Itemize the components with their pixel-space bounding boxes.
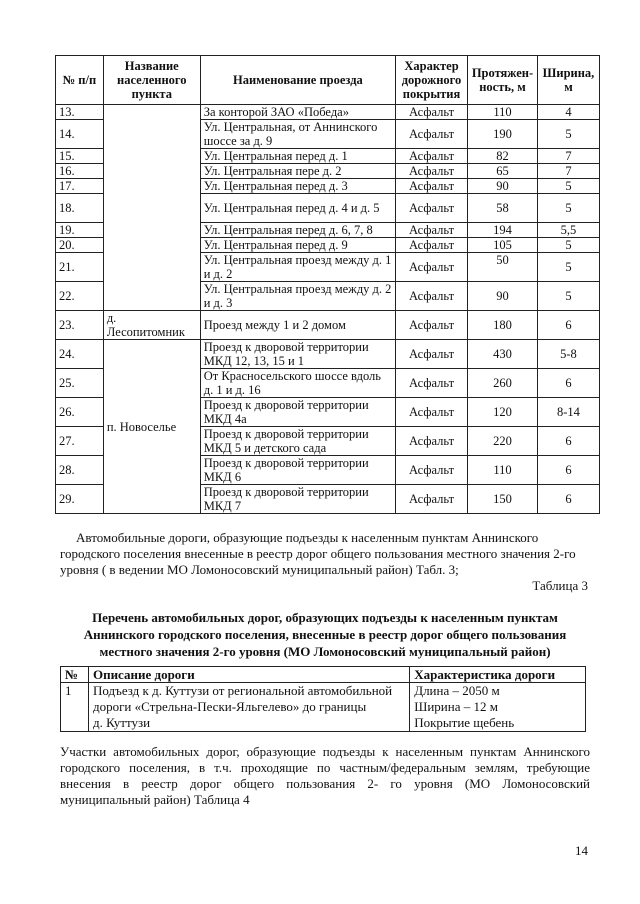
row-width: 6 <box>537 427 599 456</box>
row-width: 6 <box>537 485 599 514</box>
row-description <box>88 683 409 732</box>
table-row <box>56 311 600 340</box>
table3-label: Таблица 3 <box>532 578 588 593</box>
row-length: 90 <box>467 282 537 311</box>
table-row <box>56 105 600 120</box>
row-num: 1 <box>61 683 89 732</box>
row-cover: Асфальт <box>396 340 468 369</box>
row-road-name: Ул. Центральная проезд между д. 2 и д. 3 <box>200 282 395 311</box>
row-length: 82 <box>467 149 537 164</box>
header-description: Описание дороги <box>88 667 409 683</box>
roads-table <box>55 55 600 514</box>
table-row <box>56 340 600 369</box>
table3-title: Перечень автомобильных дорог, образующих подъезды к населенным пунктам Аннинского городского поселения, внесенные в реестр дорог общего пользования местного значения 2-го уровня (МО Ломоносовский муниципальный район) <box>83 610 567 659</box>
row-cover: Асфальт <box>396 456 468 485</box>
row-length: 120 <box>467 398 537 427</box>
row-cover: Асфальт <box>396 398 468 427</box>
row-road-name: Ул. Центральная пере д. 2 <box>200 164 395 179</box>
row-cover: Асфальт <box>396 485 468 514</box>
row-width: 5 <box>537 253 599 282</box>
row-width: 5-8 <box>537 340 599 369</box>
row-cover: Асфальт <box>396 179 468 194</box>
table-header-row <box>56 56 600 105</box>
description-line: д. Куттузи <box>92 715 151 730</box>
paragraph-text: Автомобильные дороги, образующие подъезды к населенным пунктам Аннинского городского поселения внесенные в реестр дорог общего пользования местного значения 2-го уровня ( в ведении МО Ломоносовский муниципальный район) Табл. 3; <box>60 530 576 577</box>
row-width: 5 <box>537 179 599 194</box>
row-road-name: Ул. Центральная проезд между д. 1 и д. 2 <box>200 253 395 282</box>
row-road-name: Проезд к дворовой территории МКД 12, 13, 15 и 1 <box>200 340 395 369</box>
row-road-name: Ул. Центральная перед д. 3 <box>200 179 395 194</box>
row-length: 260 <box>467 369 537 398</box>
header-settlement: Название населенного пункта <box>103 56 200 105</box>
row-cover: Асфальт <box>396 105 468 120</box>
row-num: 24. <box>56 340 104 369</box>
row-num: 17. <box>56 179 104 194</box>
row-num: 23. <box>56 311 104 340</box>
paragraph-table4-intro: Участки автомобильных дорог, образующие подъезды к населенным пунктам Аннинского городского поселения, в т.ч. проходящие по частным/федеральным землям, требующие внесения в реестр дорог общего пользования 2- го уровня (МО Ломоносовский муниципальный район) Таблица 4 <box>60 744 590 807</box>
table-header-row <box>61 667 586 683</box>
row-length: 58 <box>467 194 537 223</box>
row-characteristics <box>410 683 586 732</box>
row-road-name: Проезд к дворовой территории МКД 5 и детского сада <box>200 427 395 456</box>
row-settlement: д. Лесопитомник <box>103 311 200 340</box>
description-line: дороги «Стрельна-Пески-Яльгелево» до границы <box>92 699 367 714</box>
row-num: 18. <box>56 194 104 223</box>
page-number: 14 <box>575 843 588 858</box>
row-width: 5 <box>537 282 599 311</box>
row-cover: Асфальт <box>396 282 468 311</box>
row-num: 27. <box>56 427 104 456</box>
characteristic-width: Ширина – 12 м <box>414 699 498 714</box>
row-length: 430 <box>467 340 537 369</box>
header-road-name: Наименование проезда <box>200 56 395 105</box>
row-cover: Асфальт <box>396 120 468 149</box>
row-length: 180 <box>467 311 537 340</box>
row-length: 110 <box>467 456 537 485</box>
row-width: 4 <box>537 105 599 120</box>
row-num: 13. <box>56 105 104 120</box>
row-num: 25. <box>56 369 104 398</box>
row-cover: Асфальт <box>396 369 468 398</box>
row-length: 110 <box>467 105 537 120</box>
row-cover: Асфальт <box>396 164 468 179</box>
row-cover: Асфальт <box>396 253 468 282</box>
row-road-name: Проезд между 1 и 2 домом <box>200 311 395 340</box>
row-settlement-group: п. Новоселье <box>103 340 200 514</box>
row-cover: Асфальт <box>396 149 468 164</box>
characteristic-cover: Покрытие щебень <box>414 715 515 730</box>
row-road-name: Ул. Центральная перед д. 9 <box>200 238 395 253</box>
header-cover: Характер дорожного покрытия <box>396 56 468 105</box>
row-cover: Асфальт <box>396 223 468 238</box>
row-width: 5 <box>537 120 599 149</box>
row-num: 14. <box>56 120 104 149</box>
row-width: 6 <box>537 456 599 485</box>
row-length: 50 <box>467 253 537 282</box>
row-width: 8-14 <box>537 398 599 427</box>
row-width: 7 <box>537 164 599 179</box>
row-width: 5 <box>537 194 599 223</box>
paragraph-table3-intro <box>60 530 590 578</box>
row-length: 105 <box>467 238 537 253</box>
row-length: 65 <box>467 164 537 179</box>
row-road-name: Проезд к дворовой территории МКД 7 <box>200 485 395 514</box>
row-cover: Асфальт <box>396 238 468 253</box>
row-road-name: За конторой ЗАО «Победа» <box>200 105 395 120</box>
row-width: 5 <box>537 238 599 253</box>
row-road-name: Проезд к дворовой территории МКД 4а <box>200 398 395 427</box>
row-road-name: Ул. Центральная перед д. 6, 7, 8 <box>200 223 395 238</box>
row-road-name: Ул. Центральная перед д. 4 и д. 5 <box>200 194 395 223</box>
row-num: 16. <box>56 164 104 179</box>
row-width: 6 <box>537 369 599 398</box>
settlement-cell-empty <box>103 105 200 311</box>
row-width: 7 <box>537 149 599 164</box>
row-num: 26. <box>56 398 104 427</box>
row-length: 190 <box>467 120 537 149</box>
row-road-name: Ул. Центральная перед д. 1 <box>200 149 395 164</box>
row-num: 29. <box>56 485 104 514</box>
row-cover: Асфальт <box>396 427 468 456</box>
table-row <box>61 683 586 732</box>
approach-roads-table <box>60 666 586 732</box>
row-cover: Асфальт <box>396 194 468 223</box>
characteristic-length: Длина – 2050 м <box>414 683 500 698</box>
row-width: 5,5 <box>537 223 599 238</box>
row-width: 6 <box>537 311 599 340</box>
row-length: 150 <box>467 485 537 514</box>
header-num: № <box>61 667 89 683</box>
row-num: 20. <box>56 238 104 253</box>
header-num: № п/п <box>56 56 104 105</box>
description-line: Подъезд к д. Куттузи от региональной автомобильной <box>92 683 393 698</box>
row-road-name: Ул. Центральная, от Аннинского шоссе за д. 9 <box>200 120 395 149</box>
row-num: 19. <box>56 223 104 238</box>
header-width: Ширина, м <box>537 56 599 105</box>
row-num: 28. <box>56 456 104 485</box>
row-length: 220 <box>467 427 537 456</box>
header-characteristics: Характеристика дороги <box>410 667 586 683</box>
row-road-name: От Красносельского шоссе вдоль д. 1 и д. 16 <box>200 369 395 398</box>
row-num: 15. <box>56 149 104 164</box>
row-road-name: Проезд к дворовой территории МКД 6 <box>200 456 395 485</box>
row-length: 90 <box>467 179 537 194</box>
row-num: 22. <box>56 282 104 311</box>
header-length: Протяжен-ность, м <box>467 56 537 105</box>
row-cover: Асфальт <box>396 311 468 340</box>
row-num: 21. <box>56 253 104 282</box>
row-length: 194 <box>467 223 537 238</box>
